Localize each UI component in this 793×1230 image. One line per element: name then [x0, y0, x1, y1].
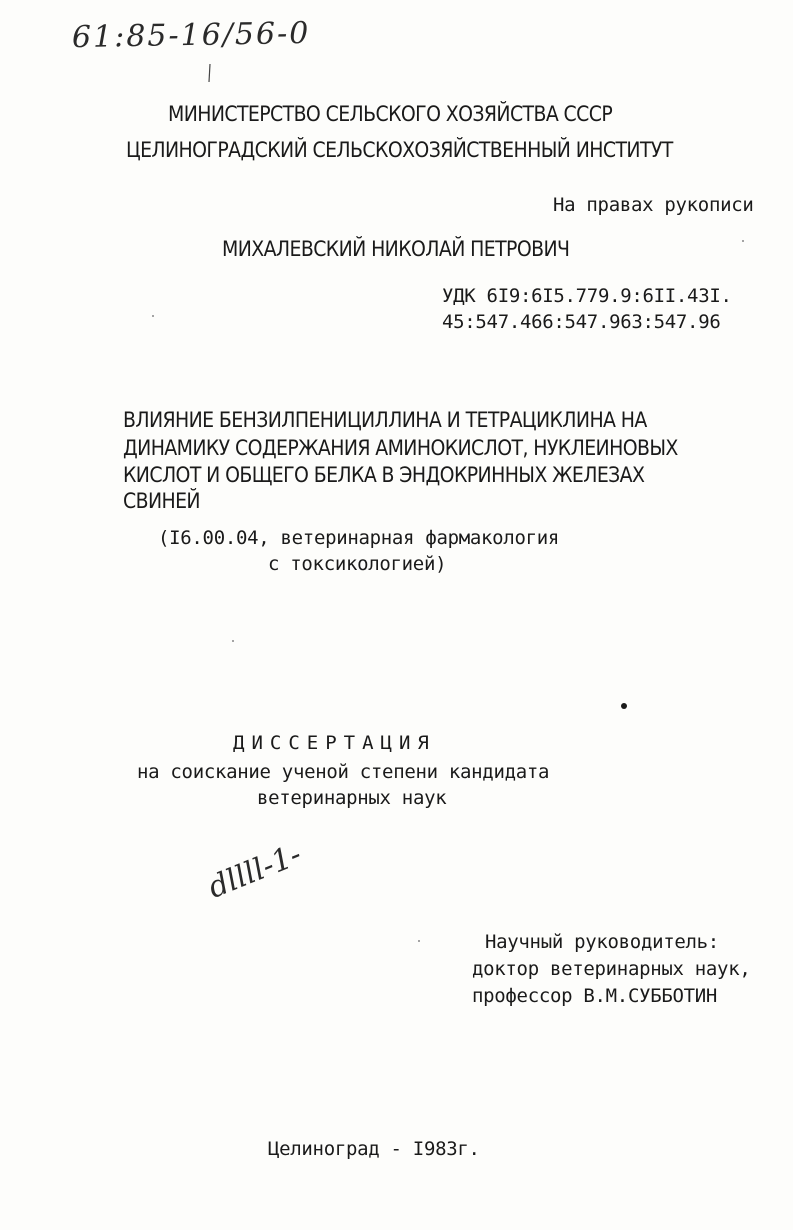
specialty-line-1: (I6.00.04, ветеринарная фармакология: [158, 527, 560, 549]
title-line-1: ВЛИЯНИЕ БЕНЗИЛПЕНИЦИЛЛИНА И ТЕТРАЦИКЛИНА НА: [123, 408, 647, 432]
udk-line-2: 45:547.466:547.963:547.96: [442, 311, 721, 333]
ink-dot: [621, 703, 627, 709]
ministry-heading: МИНИСТЕРСТВО СЕЛЬСКОГО ХОЗЯЙСТВА СССР: [168, 102, 613, 126]
author-name: МИХАЛЕВСКИЙ НИКОЛАЙ ПЕТРОВИЧ: [222, 237, 570, 261]
supervisor-line-2: доктор ветеринарных наук,: [472, 958, 751, 980]
specialty-line-2: с токсикологией): [268, 553, 447, 575]
footer-city-year: Целиноград - I983г.: [268, 1138, 480, 1160]
supervisor-line-1: Научный руководитель:: [485, 931, 719, 953]
title-line-3: КИСЛОТ И ОБЩЕГО БЕЛКА В ЭНДОКРИННЫХ ЖЕЛЕЗАХ: [123, 463, 645, 487]
rights-note: На правах рукописи: [553, 194, 754, 216]
institute-heading: ЦЕЛИНОГРАДСКИЙ СЕЛЬСКОХОЗЯЙСТВЕННЫЙ ИНСТИТУТ: [126, 138, 673, 162]
title-line-2: ДИНАМИКУ СОДЕРЖАНИЯ АМИНОКИСЛОТ, НУКЛЕИНОВЫХ: [123, 436, 678, 460]
dissertation-heading: ДИССЕРТАЦИЯ: [233, 732, 436, 754]
handwritten-note: dllll-1-: [203, 836, 307, 906]
udk-line-1: УДК 6I9:6I5.779.9:6II.43I.: [442, 285, 732, 307]
archive-handwritten-mark: 61:85-16/56-0: [71, 15, 311, 56]
title-line-4: СВИНЕЙ: [123, 489, 200, 513]
speck: [742, 240, 744, 242]
dissertation-line-2: ветеринарных наук: [257, 787, 447, 809]
speck: [232, 640, 234, 642]
supervisor-line-3: профессор В.М.СУББОТИН: [472, 985, 718, 1007]
dissertation-line-1: на соискание ученой степени кандидата: [137, 761, 550, 783]
speck: [152, 315, 154, 317]
speck: [418, 940, 420, 942]
archive-mark-tick: [200, 62, 220, 86]
